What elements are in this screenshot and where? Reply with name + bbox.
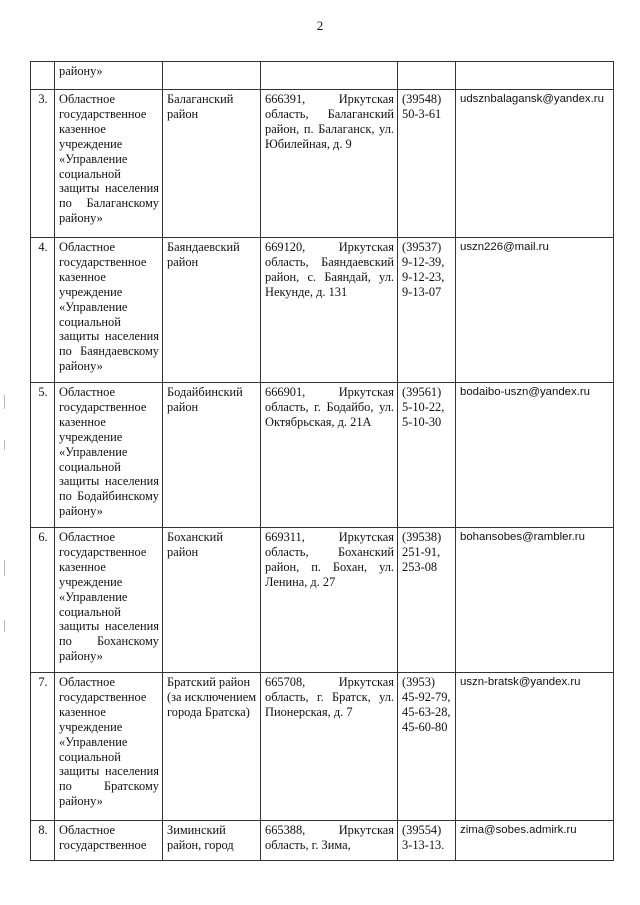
scan-margin-mark: [4, 395, 5, 409]
postal-address: 666391, Иркутская область, Балаганский район, п. Балаганск, ул. Юбилейная, д. 9: [261, 90, 398, 238]
district-name: Бодайбинский район: [163, 383, 261, 528]
phone-line: 45-60-80: [402, 719, 448, 734]
phone-line: 253-08: [402, 559, 438, 574]
page-number: 2: [316, 18, 324, 33]
district-name: Балаганский район: [163, 90, 261, 238]
phone-numbers: [398, 238, 456, 383]
phone-line: 45-92-79,: [402, 689, 451, 704]
table-row: [31, 528, 614, 673]
email-address: uszn226@mail.ru: [456, 238, 614, 383]
phone-line: (3953): [402, 675, 436, 689]
phone-line: (39537): [402, 240, 442, 254]
organization-name: районy»: [55, 62, 163, 90]
scan-margin-mark: [4, 620, 5, 632]
phone-numbers: [398, 62, 456, 90]
row-number: 8.: [31, 821, 55, 861]
email-address: zima@sobes.admirk.ru: [456, 821, 614, 861]
email-address: udsznbalagansk@yandex.ru: [456, 90, 614, 238]
phone-line: 5-10-22,: [402, 399, 445, 414]
phone-line: (39561): [402, 385, 442, 399]
phone-line: 9-13-07: [402, 284, 442, 299]
table-row: [31, 383, 614, 528]
district-name: Баяндаевский район: [163, 238, 261, 383]
table-row: [31, 90, 614, 238]
organization-name: Областное государственное казенное учреждение «Управление социальной защиты населения по Боханскому району»: [55, 528, 163, 673]
row-number: 7.: [31, 673, 55, 821]
table-row: [31, 673, 614, 821]
phone-line: 3-13-13.: [402, 837, 445, 852]
district-name: [163, 62, 261, 90]
organization-name: Областное государственное казенное учреждение «Управление социальной защиты населения по Баяндаевскому району»: [55, 238, 163, 383]
organization-name: Областное государственное: [55, 821, 163, 861]
phone-numbers: [398, 383, 456, 528]
row-number: 4.: [31, 238, 55, 383]
organization-name: Областное государственное казенное учреждение «Управление социальной защиты населения по Балаганскому району»: [55, 90, 163, 238]
row-number: 5.: [31, 383, 55, 528]
district-name: Братский район (за исключением города Братска): [163, 673, 261, 821]
postal-address: 665388, Иркутская область, г. Зима,: [261, 821, 398, 861]
district-name: Боханский район: [163, 528, 261, 673]
email-address: bohansobes@rambler.ru: [456, 528, 614, 673]
organization-name: Областное государственное казенное учреждение «Управление социальной защиты населения по Братскому району»: [55, 673, 163, 821]
phone-line: (39538): [402, 530, 442, 544]
email-address: uszn-bratsk@yandex.ru: [456, 673, 614, 821]
phone-numbers: [398, 528, 456, 673]
postal-address: 665708, Иркутская область, г. Братск, ул. Пионерская, д. 7: [261, 673, 398, 821]
email-address: [456, 62, 614, 90]
table-row: [31, 821, 614, 861]
table-row: [31, 238, 614, 383]
row-number: 6.: [31, 528, 55, 673]
phone-line: 45-63-28,: [402, 704, 451, 719]
phone-line: 50-3-61: [402, 106, 442, 121]
phone-line: 9-12-39,: [402, 254, 445, 269]
postal-address: 666901, Иркутская область, г. Бодайбо, ул. Октябрьская, д. 21А: [261, 383, 398, 528]
scan-margin-mark: [4, 560, 5, 576]
phone-line: 9-12-23,: [402, 269, 445, 284]
phone-line: 5-10-30: [402, 414, 442, 429]
phone-numbers: [398, 673, 456, 821]
table-row: [31, 62, 614, 90]
phone-line: (39554): [402, 823, 442, 837]
table-body: [31, 62, 614, 861]
postal-address: 669120, Иркутская область, Баяндаевский район, с. Баяндай, ул. Некунде, д. 131: [261, 238, 398, 383]
postal-address: 669311, Иркутская область, Боханский район, п. Бохан, ул. Ленина, д. 27: [261, 528, 398, 673]
scan-margin-mark: [4, 440, 5, 450]
institutions-table: [30, 61, 614, 861]
organization-name: Областное государственное казенное учреждение «Управление социальной защиты населения по Бодайбинскому району»: [55, 383, 163, 528]
row-number: 3.: [31, 90, 55, 238]
phone-line: (39548): [402, 92, 442, 106]
phone-line: 251-91,: [402, 544, 441, 559]
postal-address: [261, 62, 398, 90]
district-name: Зиминский район, город: [163, 821, 261, 861]
phone-numbers: [398, 90, 456, 238]
phone-numbers: [398, 821, 456, 861]
row-number: [31, 62, 55, 90]
email-address: bodaibo-uszn@yandex.ru: [456, 383, 614, 528]
